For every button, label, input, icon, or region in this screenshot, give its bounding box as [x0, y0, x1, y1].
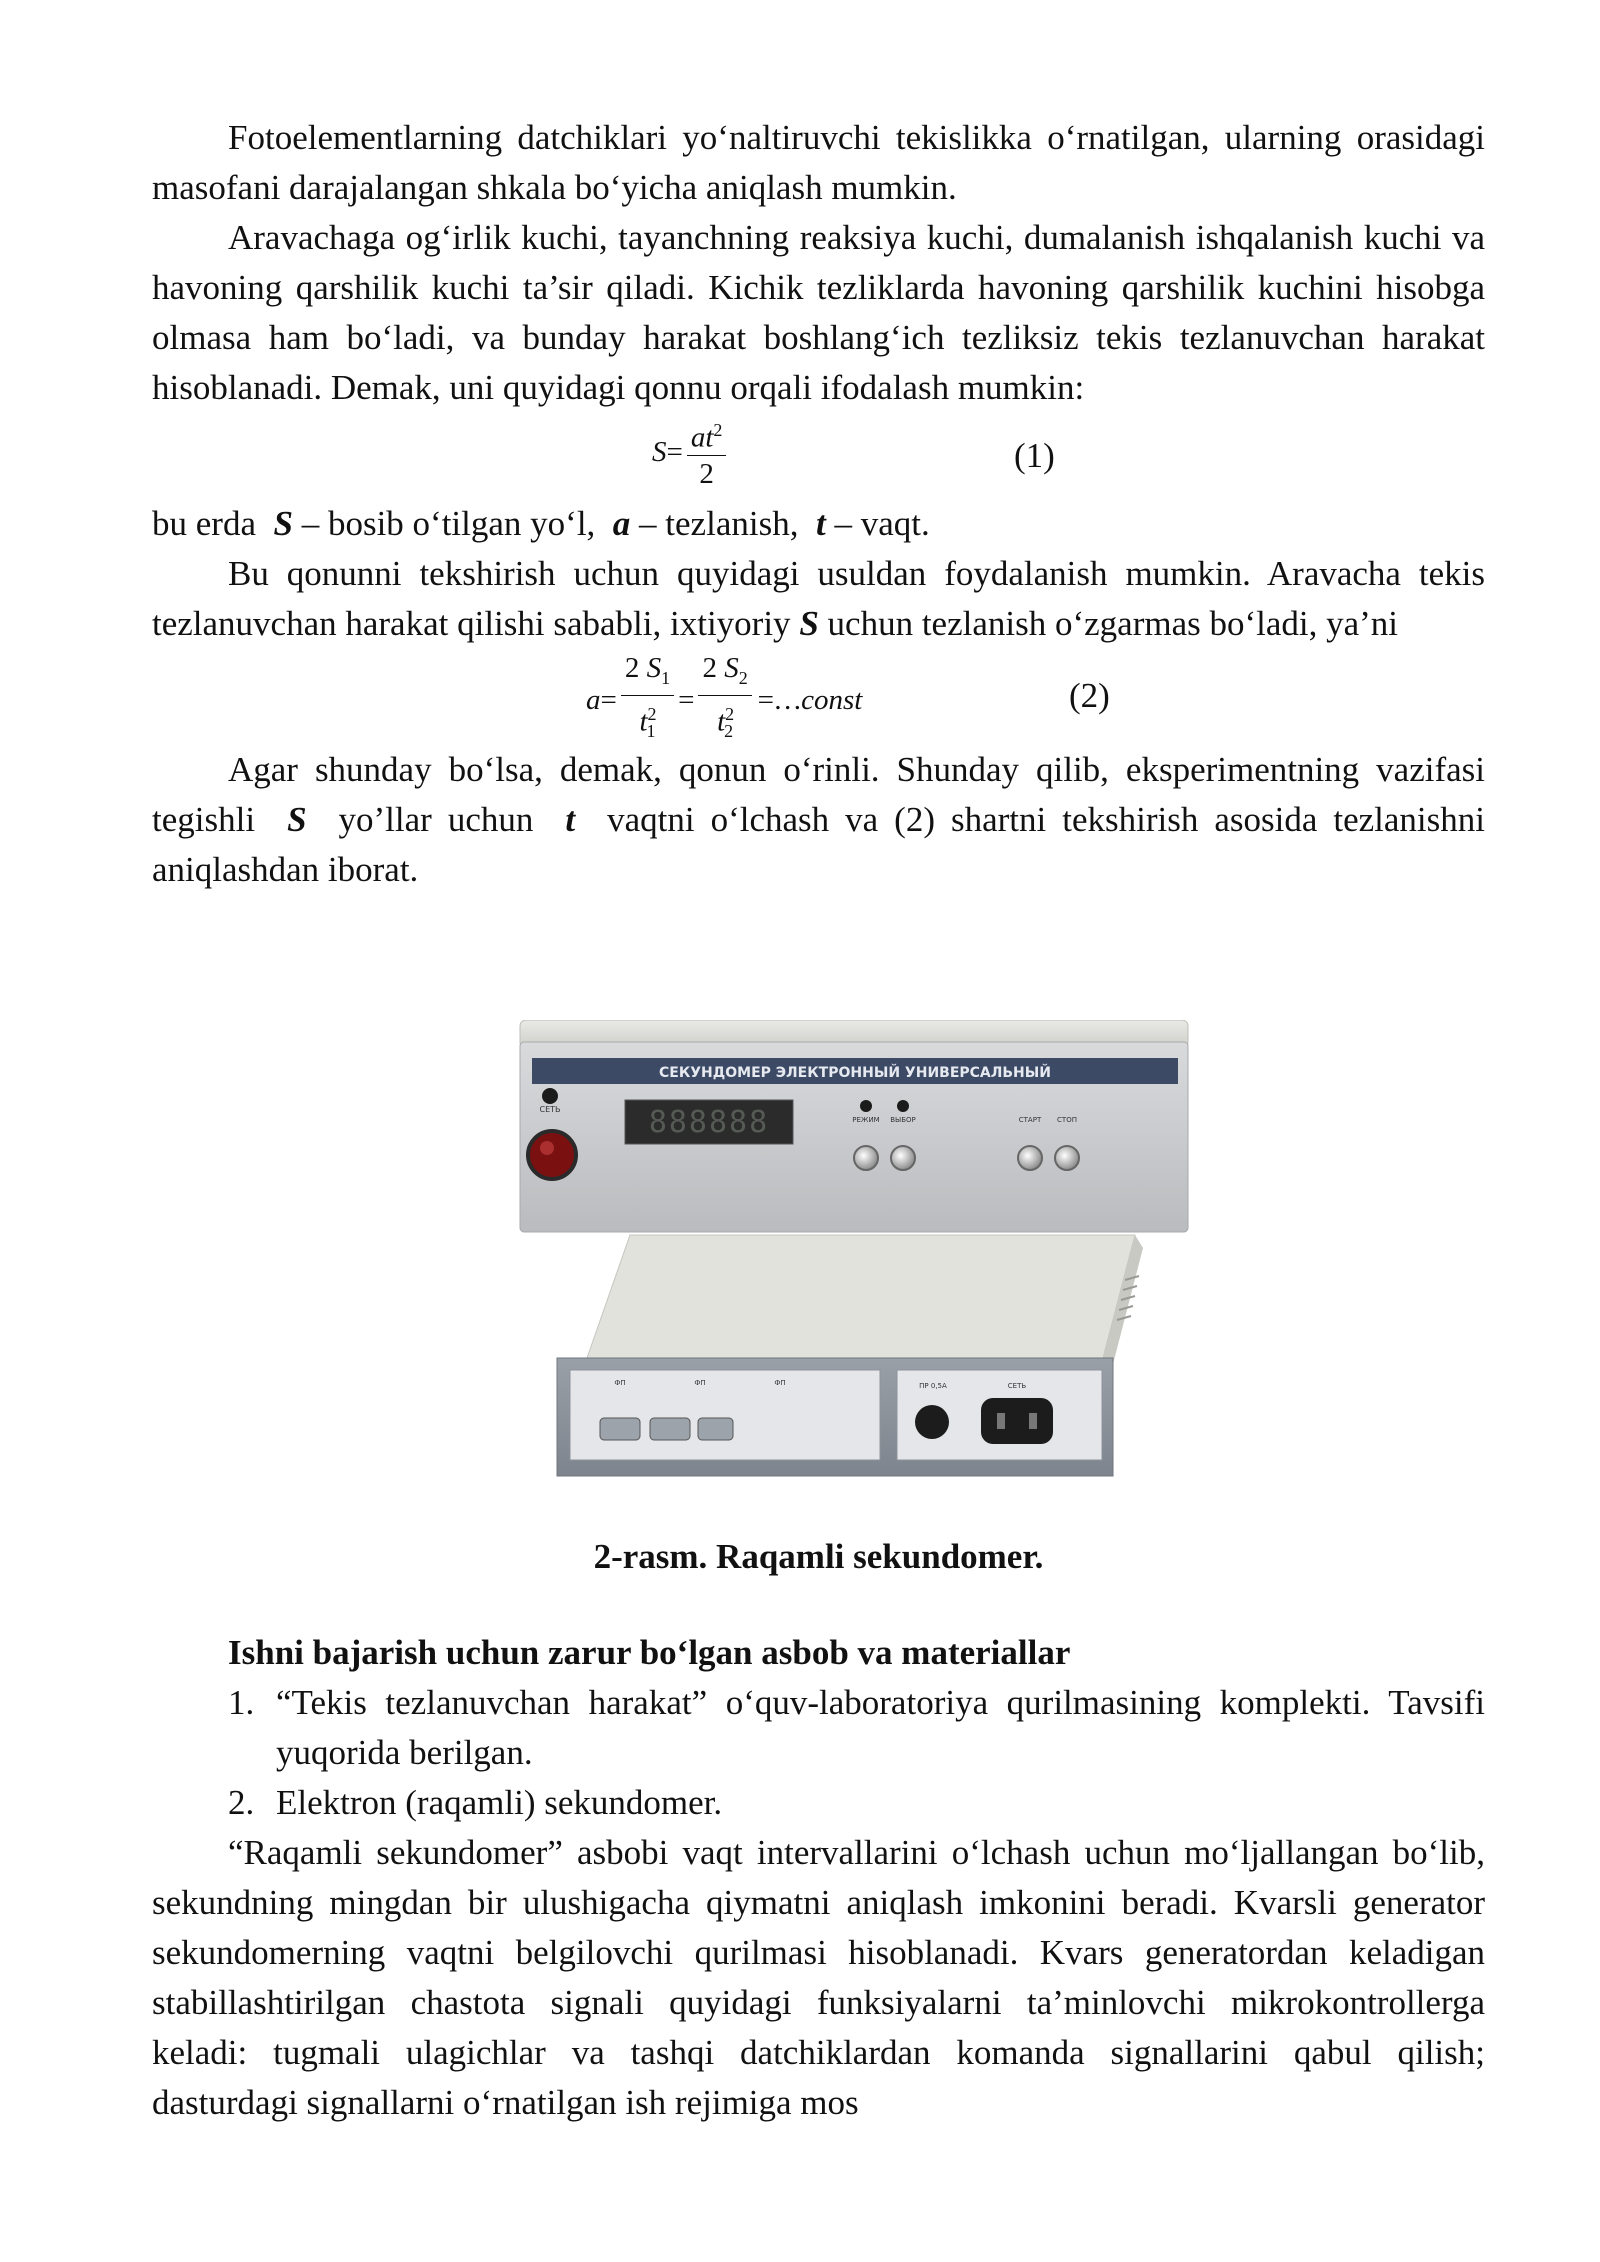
- mode-indicator-icon: [860, 1100, 872, 1112]
- svg-text:ФП: ФП: [774, 1379, 786, 1387]
- list-item: 1. “Tekis tezlanuvchan harakat” o‘quv-laboratoriya qurilmasining komplekti. Tavsifi yuqorida berilgan.: [228, 1683, 1485, 1772]
- stopwatch-figure: [505, 1020, 1205, 1520]
- paragraph-1: Fotoelementlarning datchiklari yo‘naltiruvchi tekislikka o‘rnatilgan, ularning orasidagi masofani darajalangan shkala bo‘yicha aniqlash mumkin.: [152, 118, 1485, 207]
- equation-1-fraction: $\frac{at^2}{2}$: [687, 413, 727, 492]
- paragraph-5: Agar shunday bo‘lsa, demak, qonun o‘rinli. Shunday qilib, eksperimentning vazifasi tegishli S yo’llar uchun t vaqtni o‘lchash va (2) shartni tekshirish asosida tezlanishni aniqlashdan iborat.: [152, 750, 1486, 889]
- paragraph-4: Bu qonunni tekshirish uchun quyidagi usuldan foydalanish mumkin. Aravacha tekis tezlanuvchan harakat qilishi sababli, ixtiyoriy S uchun tezlanish o‘zgarmas bo‘ladi, ya’ni: [152, 554, 1485, 643]
- equation-2-body: a = $\frac{2 S_1}{t^2_1}$ = $\frac{2 S_2}{t^2_2}$ =…const: [586, 651, 862, 749]
- section-heading: Ishni bajarish uchun zarur bo‘lgan asbob va materiallar: [228, 1633, 1071, 1672]
- sensor-connector-2: [650, 1418, 690, 1440]
- power-indicator-icon: [542, 1088, 558, 1104]
- mode-button: [854, 1146, 878, 1170]
- back-case-top: [587, 1235, 1135, 1358]
- paragraph-2: Aravachaga og‘irlik kuchi, tayanchning reaksiya kuchi, dumalanish ishqalanish kuchi va havoning qarshilik kuchi ta’sir qiladi. Kichik tezliklarda havoning qarshilik kuchini hisobga olmasa ham bo‘ladi, va bunday harakat boshlang‘ich tezliksiz tekis tezlanuvchan harakat hisoblanadi. Demak, uni quyidagi qonnu orqali ifodalash mumkin:: [152, 218, 1485, 407]
- led-display-digits: 888888: [648, 1105, 770, 1140]
- svg-text:СЕТЬ: СЕТЬ: [539, 1105, 561, 1114]
- power-button: [528, 1131, 576, 1179]
- equation-2-fraction-1: $\frac{2 S_1}{t^2_1}$: [621, 651, 674, 749]
- equation-2-number: (2): [1069, 676, 1110, 715]
- mains-socket-icon: [981, 1398, 1053, 1444]
- figure-caption: 2-rasm. Raqamli sekundomer.: [593, 1537, 1044, 1576]
- sensor-connector-1: [600, 1418, 640, 1440]
- front-panel-title: СЕКУНДОМЕР ЭЛЕКТРОННЫЙ УНИВЕРСАЛЬНЫЙ: [658, 1065, 1052, 1081]
- svg-text:РЕЖИМ: РЕЖИМ: [852, 1116, 880, 1124]
- select-button: [891, 1146, 915, 1170]
- svg-text:СЕТЬ: СЕТЬ: [1007, 1382, 1027, 1390]
- list-item: 2. Elektron (raqamli) sekundomer.: [228, 1783, 723, 1822]
- svg-text:СТАРТ: СТАРТ: [1018, 1116, 1042, 1124]
- svg-text:ФП: ФП: [614, 1379, 626, 1387]
- equation-2-fraction-2: $\frac{2 S_2}{t^2_2}$: [698, 651, 751, 749]
- stopwatch-back-view: [557, 1235, 1143, 1476]
- equipment-list: [152, 1678, 1485, 1828]
- stop-button: [1055, 1146, 1079, 1170]
- equipment-section: [152, 1628, 1485, 2128]
- svg-text:ПР 0,5А: ПР 0,5А: [919, 1382, 947, 1390]
- svg-text:СТОП: СТОП: [1057, 1116, 1077, 1124]
- equation-1-body: S = $\frac{at^2}{2}$: [652, 413, 730, 492]
- equation-1-number: (1): [1014, 436, 1055, 475]
- stopwatch-front-view: [520, 1020, 1188, 1232]
- main-text: [152, 113, 1485, 895]
- equation-1: [152, 413, 1485, 499]
- paragraph-last: “Raqamli sekundomer” asbobi vaqt intervallarini o‘lchash uchun mo‘ljallangan bo‘lib, sekundning mingdan bir ulushigacha qiymatni aniqlash imkonini beradi. Kvarsli generator sekundomerning vaqtni belgilovchi qurilmasi hisoblanadi. Kvars generatordan keladigan stabillashtirilgan chastota signali quyidagi funksiyalarni ta’minlovchi mikrokontrollerga keladi: tugmali ulagichlar va tashqi datchiklardan komanda signallarini qabul qilish; dasturdagi signallarni o‘rnatilgan ish rejimiga mos: [152, 1833, 1485, 2122]
- equation-2: [152, 649, 1485, 745]
- sensor-connector-3: [698, 1418, 733, 1440]
- fuse-holder-icon: [915, 1405, 949, 1439]
- select-indicator-icon: [897, 1100, 909, 1112]
- svg-text:ФП: ФП: [694, 1379, 706, 1387]
- start-button: [1018, 1146, 1042, 1170]
- svg-text:ВЫБОР: ВЫБОР: [890, 1116, 916, 1124]
- stopwatch-illustration: [505, 1020, 1205, 1520]
- paragraph-3: bu erda S – bosib o‘tilgan yo‘l, a – tezlanish, t – vaqt.: [152, 504, 930, 543]
